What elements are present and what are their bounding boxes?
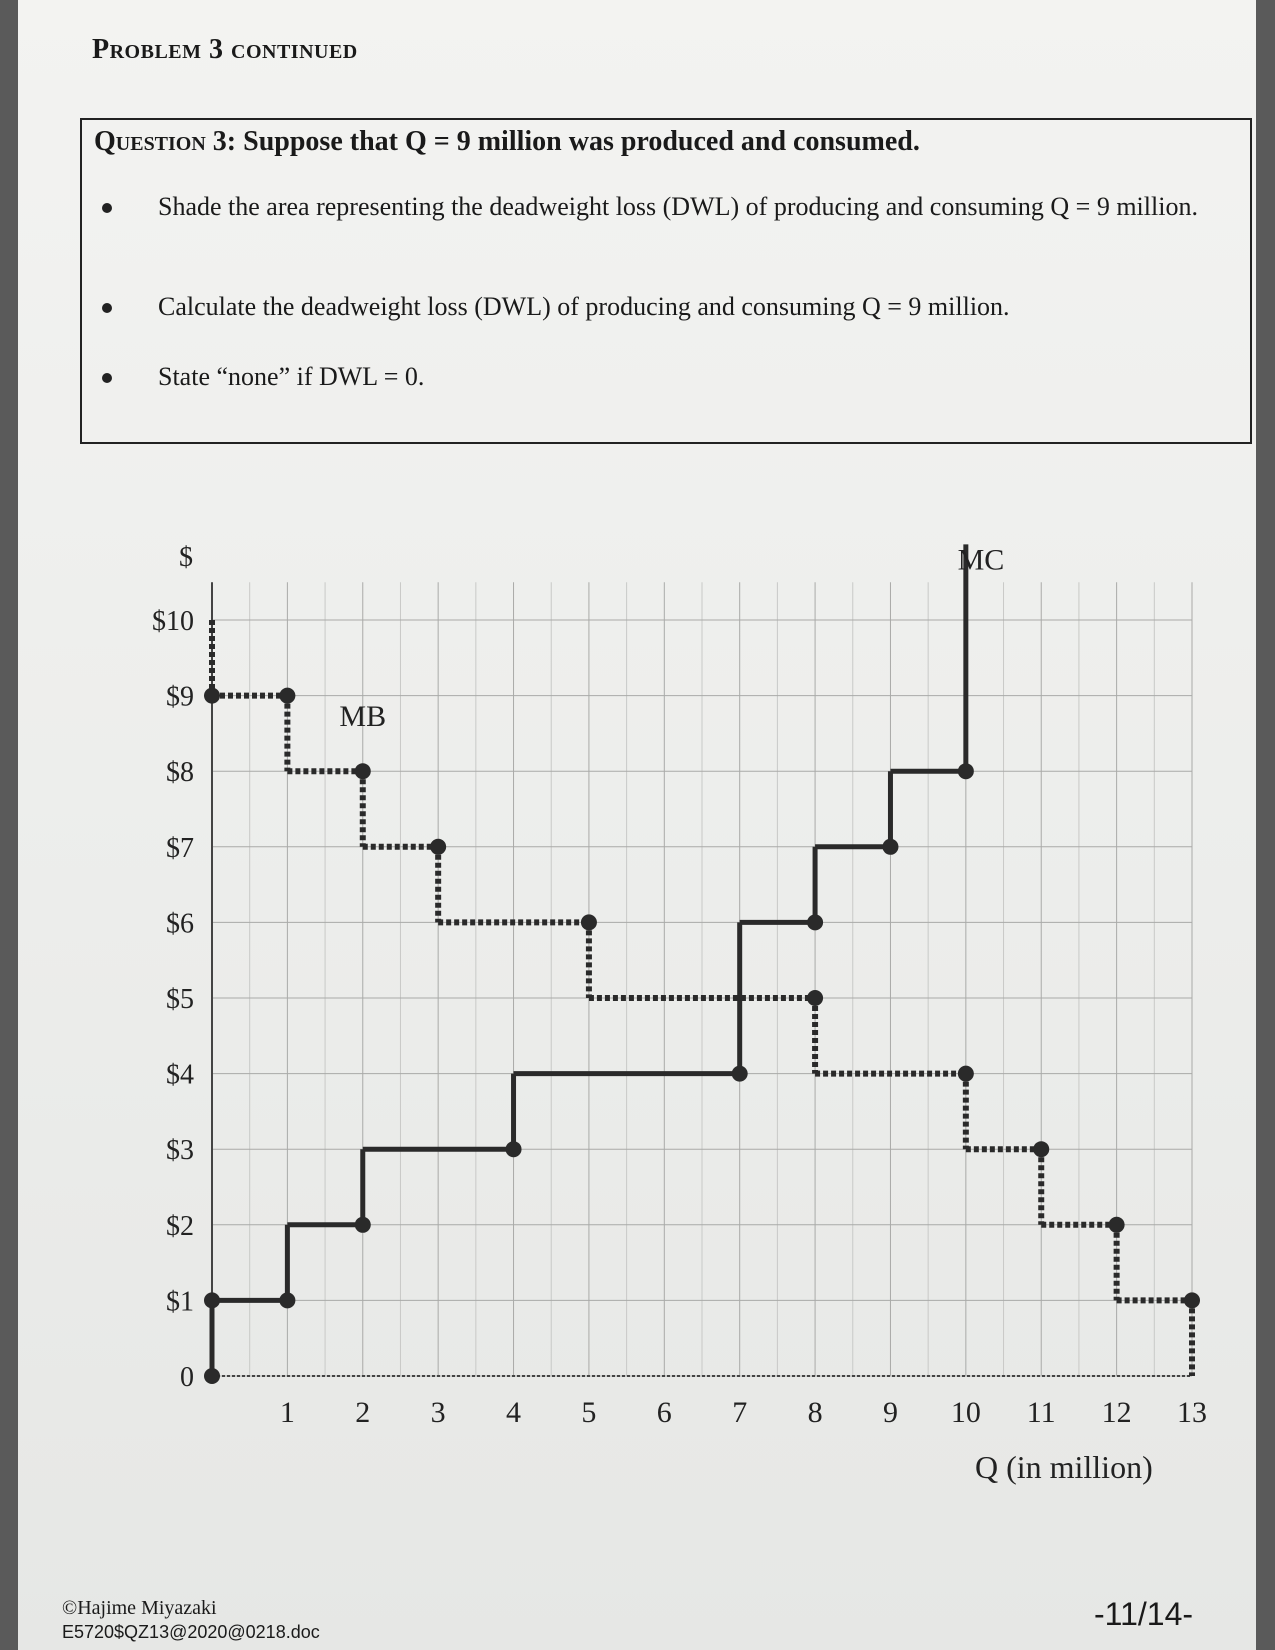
x-tick-label: 12	[1101, 1396, 1132, 1429]
x-tick-label: 5	[581, 1396, 597, 1429]
y-axis-label: $	[179, 542, 193, 573]
y-tick-label: $4	[166, 1059, 194, 1091]
x-tick-label: 11	[1026, 1396, 1056, 1429]
x-tick-label: 6	[656, 1396, 672, 1429]
mb-point	[958, 1066, 974, 1082]
page-number: -11/14-	[1094, 1596, 1194, 1632]
mb-point	[204, 688, 220, 704]
mc-point	[807, 914, 823, 930]
x-tick-label: 10	[950, 1396, 981, 1429]
mc-point	[204, 1368, 220, 1384]
mc-point	[355, 1217, 371, 1233]
mc-point	[204, 1292, 220, 1308]
mb-point	[1184, 1292, 1200, 1308]
x-tick-label: 1	[279, 1396, 295, 1429]
x-axis-label: Q (in million)	[974, 1449, 1153, 1485]
x-tick-label: 4	[506, 1396, 522, 1429]
problem-title: Problem 3 continued	[92, 34, 358, 65]
mc-curve-label: MC	[957, 543, 1005, 577]
mc-point	[882, 839, 898, 855]
y-tick-label: $2	[166, 1210, 194, 1242]
mb-point	[807, 990, 823, 1006]
x-tick-label: 9	[882, 1396, 898, 1429]
question-text: Suppose that Q = 9 million was produced and consumed.	[243, 126, 920, 157]
footer-info	[62, 1596, 320, 1644]
file-name: E5720$QZ13@2020@0218.doc	[62, 1622, 320, 1642]
copyright-text: ©Hajime Miyazaki	[62, 1597, 217, 1619]
x-tick-label: 13	[1177, 1396, 1207, 1429]
x-tick-label: 2	[355, 1396, 371, 1429]
y-tick-label: $3	[166, 1135, 194, 1167]
y-tick-label: $5	[166, 984, 194, 1015]
mb-point	[1109, 1217, 1125, 1233]
y-tick-label: $1	[166, 1286, 194, 1318]
y-tick-label: $10	[152, 606, 194, 637]
mc-point	[279, 1292, 295, 1308]
y-tick-label: 0	[180, 1362, 194, 1393]
mb-curve-label: MB	[339, 699, 387, 733]
bullet-text: State “none” if DWL = 0.	[158, 362, 425, 391]
mb-point	[581, 914, 597, 930]
x-tick-label: 7	[732, 1396, 748, 1429]
mb-point	[279, 688, 295, 704]
mb-point	[355, 763, 371, 779]
x-tick-label: 8	[807, 1396, 823, 1429]
mb-point	[1033, 1141, 1049, 1157]
bullet-text: Calculate the deadweight loss (DWL) of producing and consuming Q = 9 million.	[158, 292, 1010, 321]
y-tick-label: $8	[166, 757, 194, 789]
mc-point	[732, 1066, 748, 1082]
mb-point	[430, 839, 446, 855]
question-label: Question 3:	[94, 126, 237, 157]
y-tick-label: $9	[166, 681, 194, 713]
y-tick-label: $7	[166, 832, 194, 864]
mc-point	[506, 1141, 522, 1157]
bullet-text: Shade the area representing the deadweight loss (DWL) of producing and consuming Q = 9 million.	[158, 192, 1198, 221]
x-tick-label: 3	[430, 1396, 446, 1429]
mc-point	[958, 763, 974, 779]
y-tick-label: $6	[166, 908, 194, 940]
